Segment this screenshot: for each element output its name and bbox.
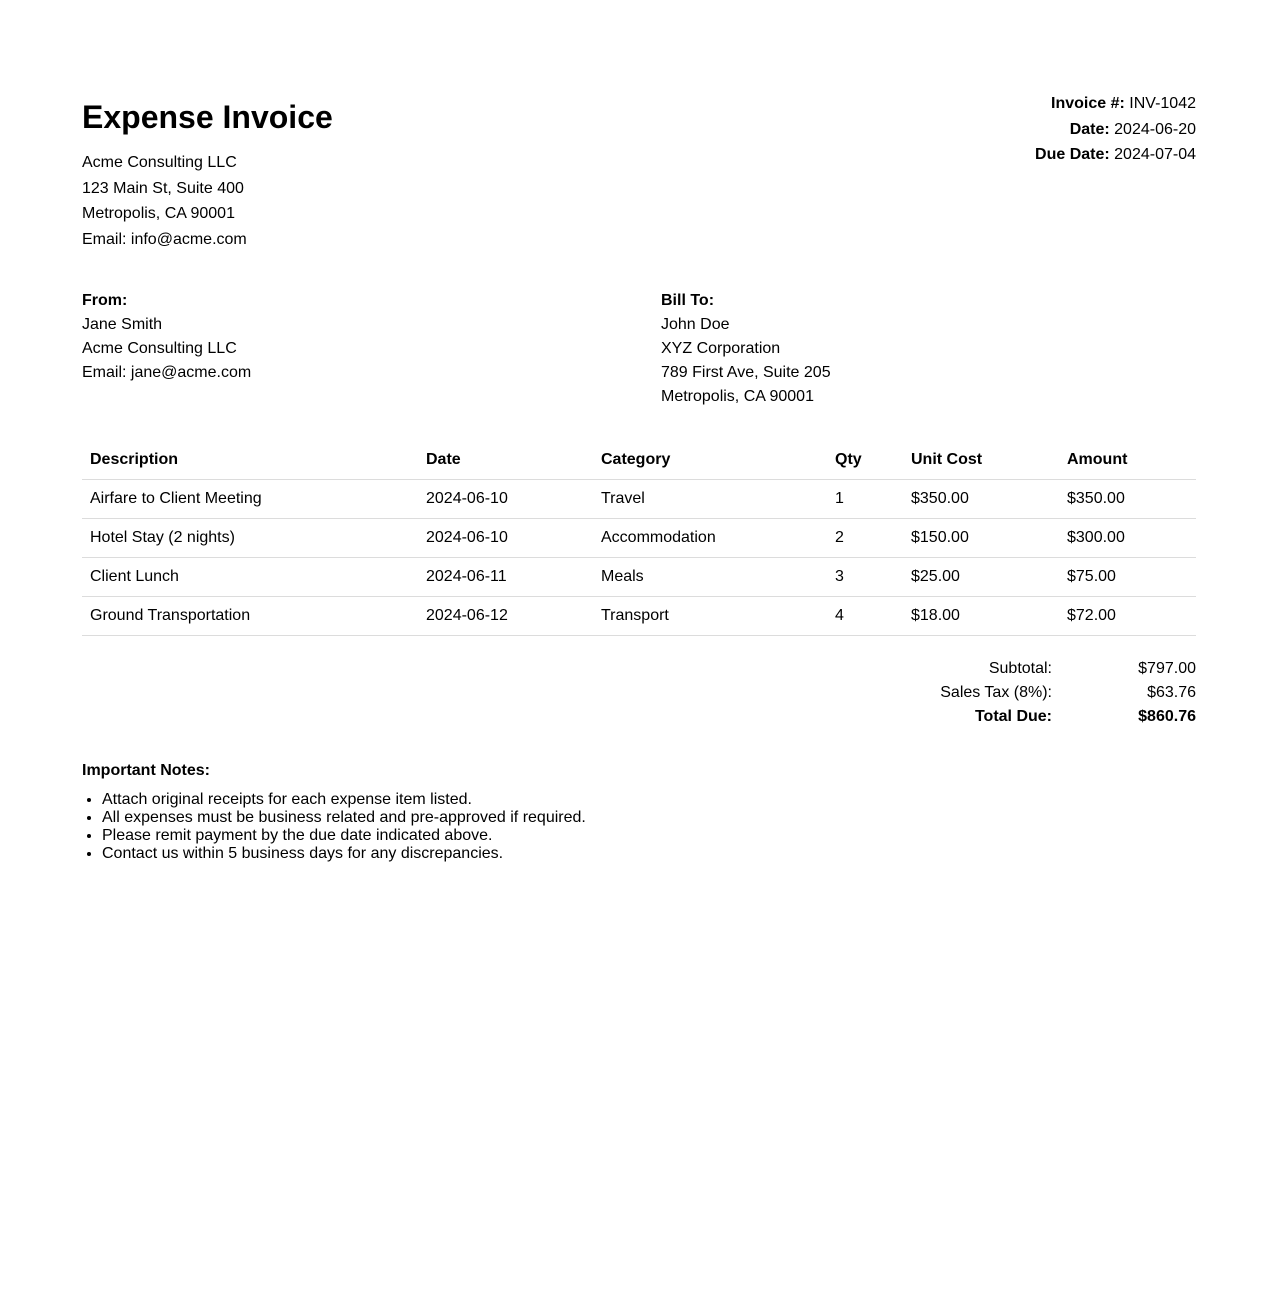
cell-description: Airfare to Client Meeting: [82, 480, 418, 519]
cell-description: Client Lunch: [82, 558, 418, 597]
column-header-qty: Qty: [827, 441, 903, 480]
invoice-due-date: 2024-07-04: [1114, 146, 1196, 164]
subtotal-row: [752, 657, 1196, 681]
list-item: • Contact us within 5 business days for any discrepancies.: [102, 845, 586, 863]
total-due-value: $860.76: [1138, 708, 1196, 725]
bill-to-company: XYZ Corporation: [661, 340, 781, 357]
invoice-date-row: [1035, 117, 1196, 143]
bill-to-address-line-1: 789 First Ave, Suite 205: [661, 364, 831, 381]
bill-to-label: Bill To:: [661, 292, 715, 309]
table-row: [82, 480, 1196, 519]
table-row: [82, 597, 1196, 636]
cell-qty: 1: [827, 480, 903, 519]
notes-heading: Important Notes:: [82, 762, 210, 779]
notes-list: [82, 791, 586, 863]
column-header-description: Description: [82, 441, 418, 480]
cell-unit-cost: $150.00: [903, 519, 1059, 558]
tax-row: [752, 681, 1196, 705]
cell-date: 2024-06-11: [418, 558, 593, 597]
cell-qty: 4: [827, 597, 903, 636]
from-name: Jane Smith: [82, 316, 163, 333]
cell-unit-cost: $350.00: [903, 480, 1059, 519]
subtotal-value: $797.00: [1138, 660, 1196, 677]
from-company: Acme Consulting LLC: [82, 340, 237, 357]
company-email: Email: info@acme.com: [82, 230, 247, 248]
totals-section: [752, 657, 1196, 729]
cell-qty: 3: [827, 558, 903, 597]
invoice-page: [82, 0, 1196, 862]
invoice-title: Expense Invoice: [82, 99, 333, 135]
cell-description: Hotel Stay (2 nights): [82, 519, 418, 558]
cell-category: Transport: [593, 597, 827, 636]
cell-date: 2024-06-10: [418, 480, 593, 519]
invoice-header: [82, 0, 1196, 270]
cell-category: Travel: [593, 480, 827, 519]
bill-to-address-line-2: Metropolis, CA 90001: [661, 388, 814, 405]
invoice-number-label: Invoice #:: [1051, 95, 1125, 112]
subtotal-label: Subtotal:: [988, 660, 1052, 677]
invoice-meta: [1035, 91, 1196, 168]
invoice-due-label: Due Date:: [1035, 146, 1110, 164]
cell-amount: $300.00: [1059, 519, 1196, 558]
list-item: • Attach original receipts for each expense item listed.: [102, 791, 586, 809]
expense-table: [82, 441, 1196, 636]
cell-qty: 2: [827, 519, 903, 558]
column-header-category: Category: [593, 441, 827, 480]
list-item: • Please remit payment by the due date indicated above.: [102, 827, 586, 845]
cell-date: 2024-06-12: [418, 597, 593, 636]
bill-to-name: John Doe: [661, 316, 730, 333]
company-info: [82, 150, 247, 252]
invoice-number-row: [1035, 91, 1196, 117]
cell-category: Accommodation: [593, 519, 827, 558]
company-name: Acme Consulting LLC: [82, 154, 237, 171]
cell-unit-cost: $25.00: [903, 558, 1059, 597]
cell-unit-cost: $18.00: [903, 597, 1059, 636]
invoice-date-label: Date:: [1069, 120, 1110, 138]
table-header-row: [82, 441, 1196, 480]
from-block: [82, 289, 251, 385]
tax-label: Sales Tax (8%):: [940, 684, 1052, 701]
from-label: From:: [82, 292, 128, 309]
company-address-line-1: 123 Main St, Suite 400: [82, 179, 244, 197]
invoice-due-row: [1035, 142, 1196, 168]
company-address-line-2: Metropolis, CA 90001: [82, 205, 235, 223]
cell-amount: $350.00: [1059, 480, 1196, 519]
cell-amount: $75.00: [1059, 558, 1196, 597]
total-due-label: Total Due:: [974, 708, 1052, 725]
invoice-date: 2024-06-20: [1114, 120, 1196, 138]
table-row: [82, 558, 1196, 597]
column-header-date: Date: [418, 441, 593, 480]
tax-value: $63.76: [1147, 684, 1196, 701]
table-row: [82, 519, 1196, 558]
cell-date: 2024-06-10: [418, 519, 593, 558]
column-header-amount: Amount: [1059, 441, 1196, 480]
cell-category: Meals: [593, 558, 827, 597]
invoice-number: INV-1042: [1129, 95, 1196, 112]
total-due-row: [752, 705, 1196, 729]
cell-amount: $72.00: [1059, 597, 1196, 636]
bill-to-block: [661, 289, 831, 409]
cell-description: Ground Transportation: [82, 597, 418, 636]
list-item: • All expenses must be business related and pre-approved if required.: [102, 809, 586, 827]
column-header-unit-cost: Unit Cost: [903, 441, 1059, 480]
notes-section: [82, 761, 586, 863]
from-email: Email: jane@acme.com: [82, 364, 252, 381]
